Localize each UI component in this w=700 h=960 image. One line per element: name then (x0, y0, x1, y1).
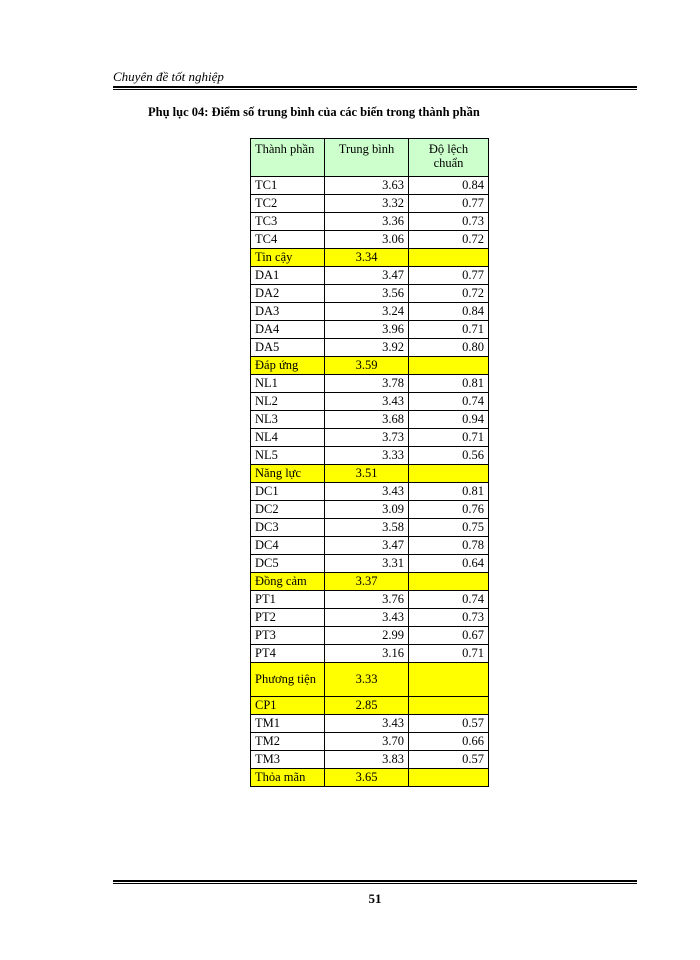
column-header-std-dev: Độ lệch chuẩn (409, 139, 489, 177)
summary-row (251, 697, 489, 715)
mean-value: 3.47 (325, 267, 409, 285)
column-header-mean: Trung bình (325, 139, 409, 177)
mean-value: 3.78 (325, 375, 409, 393)
document-header-title: Chuyên đề tốt nghiệp (113, 69, 224, 84)
std-dev-value: 0.72 (409, 231, 489, 249)
std-dev-value: 0.80 (409, 339, 489, 357)
mean-value: 3.36 (325, 213, 409, 231)
std-dev-value: 0.66 (409, 733, 489, 751)
mean-value: 3.73 (325, 429, 409, 447)
row-label: Thỏa mãn (251, 769, 325, 787)
table-row (251, 231, 489, 249)
std-dev-value: 0.73 (409, 213, 489, 231)
mean-value: 3.43 (325, 609, 409, 627)
mean-value: 3.96 (325, 321, 409, 339)
row-label: NL4 (251, 429, 325, 447)
table-row (251, 321, 489, 339)
mean-value: 3.33 (325, 663, 409, 697)
row-label: TM1 (251, 715, 325, 733)
std-dev-value: 0.78 (409, 537, 489, 555)
row-label: Năng lực (251, 465, 325, 483)
row-label: NL3 (251, 411, 325, 429)
mean-value: 3.31 (325, 555, 409, 573)
row-label: PT3 (251, 627, 325, 645)
table-row (251, 609, 489, 627)
table-row (251, 645, 489, 663)
std-dev-value (409, 697, 489, 715)
mean-value: 3.47 (325, 537, 409, 555)
page-number: 51 (368, 891, 382, 906)
header-rule (113, 86, 637, 90)
row-label: Đồng cảm (251, 573, 325, 591)
std-dev-value: 0.81 (409, 483, 489, 501)
std-dev-value: 0.56 (409, 447, 489, 465)
table-row (251, 751, 489, 769)
std-dev-value: 0.73 (409, 609, 489, 627)
row-label: TC1 (251, 177, 325, 195)
mean-value: 3.92 (325, 339, 409, 357)
row-label: NL5 (251, 447, 325, 465)
mean-value: 3.76 (325, 591, 409, 609)
std-dev-value: 0.77 (409, 267, 489, 285)
mean-value: 3.09 (325, 501, 409, 519)
row-label: NL2 (251, 393, 325, 411)
table-row (251, 285, 489, 303)
mean-value: 2.99 (325, 627, 409, 645)
mean-value: 3.34 (325, 249, 409, 267)
mean-value: 3.59 (325, 357, 409, 375)
row-label: CP1 (251, 697, 325, 715)
summary-row (251, 573, 489, 591)
mean-score-table (250, 138, 489, 787)
mean-value: 3.24 (325, 303, 409, 321)
std-dev-value: 0.72 (409, 285, 489, 303)
std-dev-value: 0.77 (409, 195, 489, 213)
table-row (251, 555, 489, 573)
mean-value: 3.16 (325, 645, 409, 663)
summary-row (251, 769, 489, 787)
mean-value: 3.43 (325, 483, 409, 501)
table-row (251, 177, 489, 195)
row-label: DA5 (251, 339, 325, 357)
mean-value: 3.33 (325, 447, 409, 465)
row-label: DC2 (251, 501, 325, 519)
mean-value: 3.63 (325, 177, 409, 195)
std-dev-value: 0.81 (409, 375, 489, 393)
mean-value: 2.85 (325, 697, 409, 715)
std-dev-value: 0.57 (409, 715, 489, 733)
std-dev-value (409, 769, 489, 787)
table-row (251, 213, 489, 231)
table-row (251, 733, 489, 751)
std-dev-value: 0.71 (409, 645, 489, 663)
mean-value: 3.51 (325, 465, 409, 483)
table-row (251, 501, 489, 519)
row-label: DC4 (251, 537, 325, 555)
std-dev-value (409, 465, 489, 483)
mean-value: 3.37 (325, 573, 409, 591)
mean-value: 3.32 (325, 195, 409, 213)
row-label: DC5 (251, 555, 325, 573)
row-label: DA1 (251, 267, 325, 285)
row-label: NL1 (251, 375, 325, 393)
table-row (251, 429, 489, 447)
row-label: DA4 (251, 321, 325, 339)
std-dev-value: 0.74 (409, 591, 489, 609)
row-label: DC1 (251, 483, 325, 501)
table-row (251, 375, 489, 393)
mean-value: 3.06 (325, 231, 409, 249)
row-label: Phương tiện (251, 663, 325, 697)
table-row (251, 715, 489, 733)
table-row (251, 267, 489, 285)
table-row (251, 627, 489, 645)
table-row (251, 537, 489, 555)
table-row (251, 519, 489, 537)
mean-value: 3.68 (325, 411, 409, 429)
table-row (251, 483, 489, 501)
std-dev-value: 0.57 (409, 751, 489, 769)
row-label: TM3 (251, 751, 325, 769)
mean-value: 3.65 (325, 769, 409, 787)
row-label: DA2 (251, 285, 325, 303)
table-row (251, 303, 489, 321)
std-dev-value (409, 663, 489, 697)
mean-value: 3.43 (325, 393, 409, 411)
table-row (251, 447, 489, 465)
appendix-caption: Phụ lục 04: Điểm số trung bình của các biến trong thành phần (148, 105, 480, 119)
mean-value: 3.56 (325, 285, 409, 303)
summary-row (251, 663, 489, 697)
row-label: TC2 (251, 195, 325, 213)
std-dev-value: 0.84 (409, 303, 489, 321)
std-dev-value: 0.76 (409, 501, 489, 519)
std-dev-value (409, 249, 489, 267)
table-row (251, 591, 489, 609)
std-dev-value (409, 357, 489, 375)
table-header-row (251, 139, 489, 177)
row-label: Đáp ứng (251, 357, 325, 375)
row-label: TC4 (251, 231, 325, 249)
table-row (251, 195, 489, 213)
row-label: PT2 (251, 609, 325, 627)
std-dev-value: 0.64 (409, 555, 489, 573)
mean-value: 3.70 (325, 733, 409, 751)
std-dev-value: 0.74 (409, 393, 489, 411)
summary-row (251, 249, 489, 267)
footer-rule (113, 880, 637, 884)
mean-value: 3.58 (325, 519, 409, 537)
std-dev-value: 0.71 (409, 429, 489, 447)
std-dev-value: 0.94 (409, 411, 489, 429)
mean-value: 3.43 (325, 715, 409, 733)
row-label: PT4 (251, 645, 325, 663)
column-header-component: Thành phần (251, 139, 325, 177)
std-dev-value: 0.75 (409, 519, 489, 537)
row-label: DC3 (251, 519, 325, 537)
table-row (251, 339, 489, 357)
table-row (251, 393, 489, 411)
row-label: PT1 (251, 591, 325, 609)
std-dev-value: 0.84 (409, 177, 489, 195)
std-dev-value (409, 573, 489, 591)
mean-value: 3.83 (325, 751, 409, 769)
row-label: TM2 (251, 733, 325, 751)
row-label: Tin cậy (251, 249, 325, 267)
table-row (251, 411, 489, 429)
summary-row (251, 465, 489, 483)
row-label: DA3 (251, 303, 325, 321)
std-dev-value: 0.71 (409, 321, 489, 339)
row-label: TC3 (251, 213, 325, 231)
std-dev-value: 0.67 (409, 627, 489, 645)
summary-row (251, 357, 489, 375)
